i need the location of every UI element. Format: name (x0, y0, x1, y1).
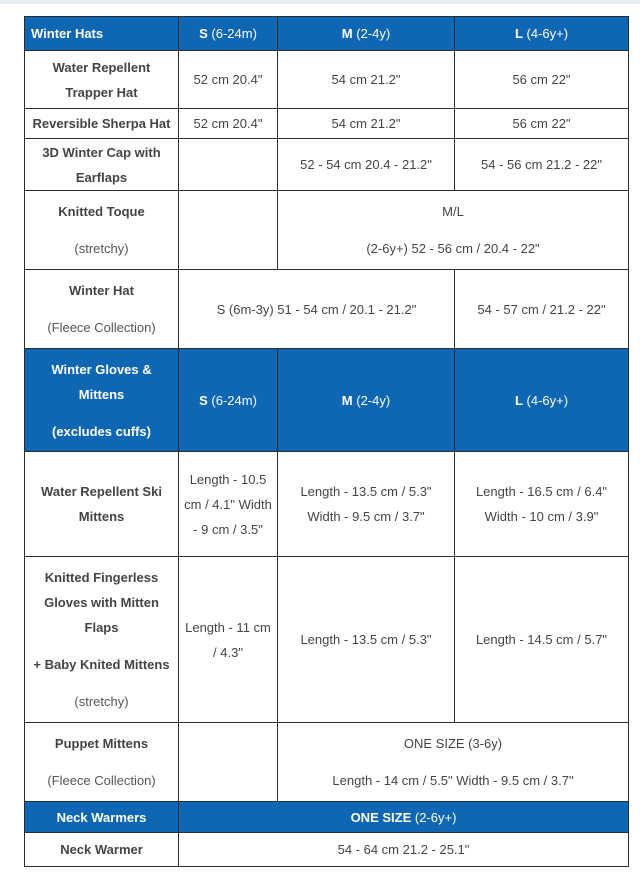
cell-medium-large: M/L (2-6y+) 52 - 56 cm / 20.4 - 22" (278, 191, 629, 270)
cell-small: Length - 10.5 cm / 4.1" Width - 9 cm / 3.5" (179, 452, 278, 557)
cell-small (179, 191, 278, 270)
gloves-header-large: L (4-6y+) (455, 349, 629, 452)
gloves-header-small: S (6-24m) (179, 349, 278, 452)
row-label: Neck Warmer (25, 833, 179, 867)
row-label: Puppet Mittens (Fleece Collection) (25, 723, 179, 802)
cell-large: 54 - 57 cm / 21.2 - 22" (455, 270, 629, 349)
hats-header-title: Winter Hats (25, 17, 179, 51)
table-row (25, 191, 629, 270)
row-label: Knitted Toque (stretchy) (25, 191, 179, 270)
table-row (25, 452, 629, 557)
cell-medium: Length - 13.5 cm / 5.3" (278, 557, 455, 723)
hats-header-medium: M (2-4y) (278, 17, 455, 51)
neck-header-row (25, 802, 629, 833)
table-row (25, 139, 629, 191)
cell-large: 56 cm 22" (455, 109, 629, 139)
cell-medium: 54 cm 21.2" (278, 109, 455, 139)
cell-small: Length - 11 cm / 4.3" (179, 557, 278, 723)
cell-large: 56 cm 22" (455, 51, 629, 109)
neck-header-size: ONE SIZE (2-6y+) (179, 802, 629, 833)
table-row (25, 109, 629, 139)
cell-one-size: 54 - 64 cm 21.2 - 25.1" (179, 833, 629, 867)
table-row (25, 270, 629, 349)
cell-medium: 54 cm 21.2" (278, 51, 455, 109)
row-label: Water Repellent Ski Mittens (25, 452, 179, 557)
hats-header-small: S (6-24m) (179, 17, 278, 51)
top-divider (0, 0, 640, 4)
table-row (25, 723, 629, 802)
gloves-header-row (25, 349, 629, 452)
cell-small (179, 139, 278, 191)
row-label: Winter Hat (Fleece Collection) (25, 270, 179, 349)
cell-small (179, 723, 278, 802)
row-label: Knitted Fingerless Gloves with Mitten Flaps + Baby Knited Mittens (stretchy) (25, 557, 179, 723)
hats-header-row (25, 17, 629, 51)
hats-header-large: L (4-6y+) (455, 17, 629, 51)
cell-large: 54 - 56 cm 21.2 - 22" (455, 139, 629, 191)
gloves-header-medium: M (2-4y) (278, 349, 455, 452)
cell-medium: 52 - 54 cm 20.4 - 21.2" (278, 139, 455, 191)
cell-small: 52 cm 20.4" (179, 51, 278, 109)
gloves-header-title: Winter Gloves & Mittens (excludes cuffs) (25, 349, 179, 452)
cell-large: Length - 16.5 cm / 6.4" Width - 10 cm / 3.9" (455, 452, 629, 557)
row-label: Water Repellent Trapper Hat (25, 51, 179, 109)
table-row (25, 51, 629, 109)
cell-small-medium: S (6m-3y) 51 - 54 cm / 20.1 - 21.2" (179, 270, 455, 349)
cell-large: Length - 14.5 cm / 5.7" (455, 557, 629, 723)
size-chart-table (24, 16, 629, 867)
neck-header-title: Neck Warmers (25, 802, 179, 833)
row-label: Reversible Sherpa Hat (25, 109, 179, 139)
row-label: 3D Winter Cap with Earflaps (25, 139, 179, 191)
table-row (25, 833, 629, 867)
cell-medium-large: ONE SIZE (3-6y) Length - 14 cm / 5.5" Width - 9.5 cm / 3.7" (278, 723, 629, 802)
cell-small: 52 cm 20.4" (179, 109, 278, 139)
cell-medium: Length - 13.5 cm / 5.3" Width - 9.5 cm / 3.7" (278, 452, 455, 557)
table-row (25, 557, 629, 723)
